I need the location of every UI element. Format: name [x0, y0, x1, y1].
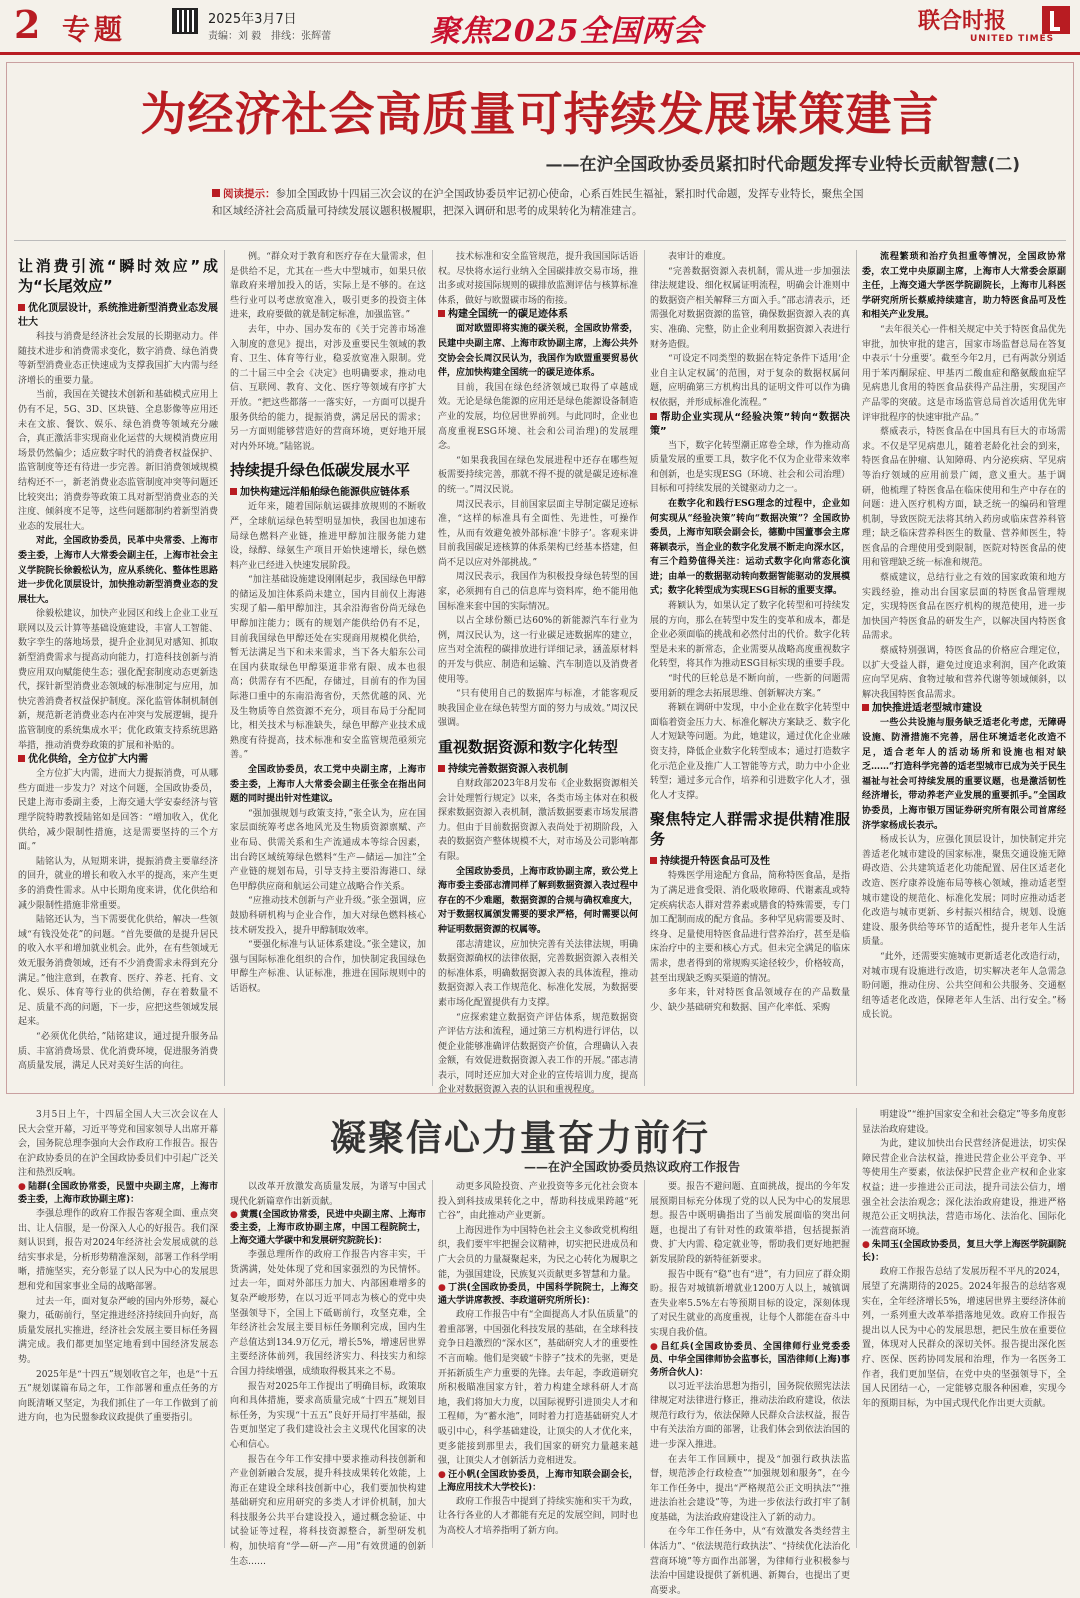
- paragraph: 蔡威特别强调，特医食品的价格应合理定位，以扩大受益人群，避免过度追求利润，国产化政策应向罕见病、食物过敏和营养代谢等领域倾斜，以解决我国特医食品需求。: [862, 646, 1066, 700]
- paragraph: “去年很关心一件相关规定中关于特医食品优先审批，加快审批的建言，国家市场监督总局在答复中表示‘十分重要’。截至今年2月，已有两款分别适用于苯丙酮尿症、甲基丙二酸血症和酪氨酸血症罕见病患儿食用的特医食品获得产品注册，实现国产产品零的突破。这是市场监管总局首次适用优先审评审批程序的快速审批产品。”: [862, 324, 1066, 423]
- article-column-5: [862, 250, 1066, 1088]
- column-divider: [432, 250, 433, 1086]
- reading-tip-label: 阅读提示：: [212, 188, 276, 200]
- paragraph: 政府工作报告总结了发展历程不平凡的2024，展望了充满期待的2025。2024年报告的总结客观实在，全年经济增长5%，增速居世界主要经济体前列，一系列重大改革举措落地见效。政府工作报告提出以人民为中心的发展思想，把民生放在重要位置，体现对人民群众的深切关怀。报告提出深化医疗、医保、医药协同发展和治理，作为一名医务工作者，我们更加坚信，在党中央的坚强领导下，全国人民团结一心，一定能够克服各种困难，实现今年的预期目标，为中国式现代化作出更大贡献。: [862, 1267, 1066, 1409]
- paragraph: 特殊医学用途配方食品，简称特医食品，是指为了满足进食受限、消化吸收障碍、代谢紊乱或特定疾病状态人群对营养素或膳食的特殊需要，专门加工配制而成的配方食品。多种罕见病需要及时、终身、足量使用特医食品进行营养治疗，甚至是临床治疗中的主要和核心方式。但未完全满足的临床需求，患者得到的常规购买途径较少，价格较高，甚至出现缺乏购买渠道的情况。: [650, 871, 850, 984]
- paragraph: 3月5日上午，十四届全国人大三次会议在人民大会堂开幕，习近平等党和国家领导人出席开幕会，国务院总理李强向大会作政府工作报告。报告在沪政协委员的在沪全国政协委员们中引起广泛关注和热烈反响。: [18, 1110, 218, 1179]
- column-divider: [224, 1108, 225, 1548]
- paragraph: 去年，中办、国办发布的《关于完善市场准入制度的意见》提出，对涉及重要民生领域的教育、卫生、体育等行业，稳妥放宽准入限制。党的二十届三中全会《决定》也明确要求，推动电信、互联网、教育、文化、医疗等领域有序扩大开放。“把这些都落一一落实好，一方面可以提升服务供给的能力，提振消费，满足居民的需求；另一方面则能够营造好的营商环境，更好地开展对内外环境。”陆铭说。: [230, 324, 426, 452]
- paragraph: 李强总理作的政府工作报告客观全面、重点突出、让人信服，是一份深入人心的好报告。我们深刻认识到，报告对2024年经济社会发展成就的总结实事求是，分析形势精准深刻，部署工作科学明晰，措施坚实，充分彰显了以人民为中心的发展思想和党和国家事业全局的战略部署。: [18, 1208, 218, 1292]
- paragraph: 面对欧盟即将实施的碳关税，全国政协常委，民建中央副主席、上海市政协副主席，上海公共外交协会会长周汉民认为，我国作为欧盟重要贸易伙伴，应加快构建全国统一的碳足迹体系。: [438, 324, 638, 379]
- sub-heading: 加快构建远洋船舶绿色能源供应链体系: [230, 486, 426, 500]
- paragraph: 流程繁琐和治疗负担重等情况，全国政协常委，农工党中央原副主席，上海市人大常委会原副主任，上海交通大学医学院副院长，上海市儿科医学研究所所长蔡威持续建言，助力特医食品可及性和相关产业发展。: [862, 252, 1066, 321]
- paper-logo-icon: [1042, 6, 1070, 34]
- paragraph: “完善数据资源入表机制，需从进一步加强法律法规建设、细化权属证明流程，明确会计准则中的数据资产相关解释三方面入手。”邵志清表示，还需强化对数据资源的监管，确保数据资源入表的真实、准确、完整，防止企业利用数据资源入表进行财务造假。: [650, 266, 850, 350]
- sub-heading: 优化顶层设计，系统推进新型消费业态发展壮大: [18, 303, 218, 328]
- column-divider: [856, 1108, 857, 1548]
- page-number: 2: [14, 2, 41, 47]
- paragraph: 以习近平法治思想为指引，国务院依照宪法法律规定对法律进行修正，推动法治政府建设，依法规范行政行为，依法保障人民群众合法权益，报告中有关法治方面的部署，让我们体会到依法治国的进一步深入推进。: [650, 1381, 850, 1450]
- paragraph: 在今年工作任务中，从“有效激发各类经营主体活力”、“依法规范行政执法”、“持续优化法治化营商环境”等方面作出部署，为律师行业积极参与法治中国建设提供了新机遇、新舞台，也提出了更高要求。: [650, 1527, 850, 1596]
- article-column-1: [18, 250, 218, 1088]
- paragraph: 技术标准和安全监管规范，提升我国国际话语权。尽快将水运行业纳入全国碳排放交易市场，推出多或对接国际规则的碳排放监测评估与核算标准体系，做好与欧盟碳市场的衔接。: [438, 252, 638, 306]
- paragraph: 杨成长认为，应强化顶层设计，加快制定并完善适老化城市建设的国家标准，聚焦交通设施无障碍改造、公共建筑适老化功能配置、居住区适老化改造、医疗康养设施布局等核心领域，推动适老型城市建设的规范化、标准化发展；同时应推动适老化改造与城市更新、乡村振兴相结合，规划、设施建设、服务供给等环节的适配性，提升老年人生活质量。: [862, 835, 1066, 948]
- masthead: [0, 0, 1080, 55]
- paragraph: “如果我我国在绿色发展进程中还存在哪些短板需要持续完善，那就不得不提的就是碳足迹标准的统一。”周汉民说。: [438, 455, 638, 495]
- paragraph: 报告中既有“稳”也有“进”，有力回应了群众期盼。报告对城镇新增就业1200万人以上，城镇调查失业率5.5%左右等预期目标的设定，深刻体现了对民生就业的高度重视，让每个人都能在奋斗中实现自我价值。: [650, 1269, 850, 1338]
- divider: [14, 240, 1066, 241]
- paragraph: 在去年工作回顾中，提及“加强行政执法监督，规范涉企行政检查”“加强规划和服务”，在今年工作任务中，提出“严格规范公正文明执法”“推进法治社会建设”等，为进一步依法行政打牢了制度基础，为法治政府建设注入了新的动力。: [650, 1454, 850, 1523]
- column-divider: [644, 250, 645, 1086]
- paper-name-en: UNITED TIMES: [970, 34, 1055, 44]
- paragraph: 一些公共设施与服务缺乏适老化考虑，无障碍设施、防滑措施不完善，居住环境适老化改造不足，适合老年人的活动场所和设施也相对缺乏……“打造科学完善的适老型城市已成为关于民生福祉与社会可持续发展的重要议题，也是激活韧性经济增长，带动养老产业发展的重要抓手。”全国政协委员，上海市银万国证券研究所有限公司首席经济学家杨成长表示。: [862, 718, 1066, 831]
- paragraph: “强加强规划与政策支持，”张全认为，应在国家层面统筹考虑各地风光及生物质资源禀赋、产业布局、供需关系和生产流通成本等综合因素，出台跨区域统筹绿色燃料“生产—储运—加注”全产业链的规划布局，引导支持主要沿海港口、绿色甲醇供应商和航运公司建立战略合作关系。: [230, 808, 426, 892]
- paragraph: 蒋颖认为，如果认定了数字化转型和可持续发展的方向，那么在转型中发生的变革和成本，都是企业必须面临的挑战和必然付出的代价。数字化转型是未来的新常态，企业需要从战略高度重视数字化转型，将其作为推动ESG目标实现的重要手段。: [650, 601, 850, 670]
- paragraph: 陆铭还认为，当下需要优化供给，解决一些领域“有钱没处花”的问题。“首先要做的是提升居民的收入水平和增加就业机会。此外，在有些领域无效无服务消费领域，还有不少消费需求未得到充分满足。”他注意到，在教育、医疗、养老、托育、文化、娱乐、体育等行业的供给侧，存在着数量不足、质量不高的问题，下一步，应把这些领域发展起来。: [18, 915, 218, 1028]
- paragraph: 在数字化和践行ESG理念的过程中，企业如何实现从“经验决策”转向“数据决策”？全国政协委员，上海市知联会副会长，德勤中国董事会主席蒋颖表示，当企业的数字化发展不断走向深水区，有三个趋势值得关注：运动式数字化向常态化演进；由单一的数据驱动转向数据智能驱动的发展模式；数字化转型成为实现ESG目标的重要支撑。: [650, 498, 850, 597]
- paragraph: 要。报告不避问题、直面挑战，提出的今年发展预期目标充分体现了党的以人民为中心的发展思想。报告中既明确指出了当前发展面临的突出问题，也提出了有针对性的政策举措，包括提振消费、扩大内需、稳定就业等，帮助我们更好地把握新发展阶段的新特征新要求。: [650, 1182, 850, 1265]
- paragraph: 报告对2025年工作提出了明确目标，政策取向和具体措施，要求高质量完成“十四五”规划目标任务，为实现“十五五”良好开局打牢基础，报告更加坚定了我们建设社会主义现代化国家的决心和信心。: [230, 1381, 426, 1450]
- article-column-4: [650, 250, 850, 1088]
- paper-name: 联合时报: [918, 8, 1007, 34]
- paragraph: “必须优化供给，”陆铭建议，通过提升服务品质、丰富消费场景、优化消费环境，促进服务消费高质量发展，满足人民对美好生活的向往。: [18, 1031, 218, 1072]
- paragraph: 近年来，随着国际航运碳排放规则的不断收严，全球航运绿色转型明显加快，我国也加速布局绿色燃料产业链，推进甲醇加注服务能力建设，绿醇、绿氨生产项目开始快速增长，绿色燃料产业已经进入快速发展阶段。: [230, 502, 426, 571]
- column-divider: [224, 250, 225, 1086]
- paragraph: 蒋颖在调研中发现，中小企业在数字化转型中面临着资金压力大、标准化解决方案缺乏、数字化人才短缺等问题。为此，她建议，通过优化企业融资支持，降低企业数字化转型成本；通过打造数字化示范企业及推广人工智能等方式，助力中小企业转型；通过多元合作，培养和引进数字化人才，强化人才支撑。: [650, 703, 850, 801]
- paragraph: 当前，我国在关键技术创新和基础模式应用上仍有不足，5G、3D、区块链、全息影像等应用还未在文旅、餐饮、娱乐、绿色消费等领域充分融合，真正激活非实现商业化运营的大规模消费应用场景仍然偏少；适应数字时代的消费者权益保护、监管制度等还有待进一步完善。新旧消费领域规模结构还不一，新老消费业态监管制度冲突等问题还比较突出；消费券等政策工具对新型消费业态的关注度、倾斜度不足等，这些问题都制约着新型消费业态的发展壮大。: [18, 390, 218, 532]
- paragraph: “应推动技术创新与产业升级。”张全强调，应鼓励科研机构与企业合作，加大对绿色燃料核心技术研发投入，提升甲醇制取效率。: [230, 896, 426, 936]
- paragraph: 表审计的难度。: [668, 252, 732, 262]
- paragraph: 目前，我国在绿色经济领域已取得了卓越成效。无论是绿色能源的应用还是绿色能源设备制造产业的发展，均位居世界前列。与此同时，企业也高度重视ESG环境、社会和公司治理)的发展理念。: [438, 382, 638, 452]
- editor-credits: 责编：刘 毅 排线：张辉蕾: [208, 31, 332, 42]
- paragraph: 全国政协委员，上海市政协副主席，致公党上海市委主委邵志清同样了解到数据资源入表过程中存在的不少难题，数据资源的合规与确权难度大，对于数据权属颁发需要的要求严格，何时需要以何种证明数据资源的权属等。: [438, 866, 638, 935]
- bottom-story-subhead: ——在沪全国政协委员热议政府工作报告: [523, 1160, 740, 1174]
- sub-heading: 帮助企业实现从“经验决策”转向“数据决策”: [650, 411, 850, 437]
- paragraph: “加注基础设施建设刚刚起步，我国绿色甲醇的储运及加注体系尚未建立，国内目前仅上海港实现了船—船甲醇加注，其余沿海省份尚无绿色甲醇加注能力；既有的规划产能供给仍有不足，目前我国绿色甲醇还处在实现商用规模化供给，暂无法满足当下和未来需求，当下各大船东公司在国内获取绿色甲醇渠道非常有限、成本也很高；供需存有不匹配，存储过，目前有的作为国际港口重中的东南沿海省份，天然优越的风、光及生物质等自然资源不充分，项目布局于分配同比，相关技术与标准缺失，绿色甲醇产业技术成熟度有待提高，技术标准和安全监管规范亟须完善。”: [230, 575, 426, 761]
- paragraph: 政府工作报告中提到了持续实施和实干为政，让各行各业的人才都能有充足的发展空间，同时也为高校人才培养指明了新方向。: [438, 1496, 638, 1536]
- paragraph: 当下，数字化转型潮正席卷全球，作为推动高质量发展的重要工具，数字化不仅为企业带来效率和创新，也是实现ESG（环境、社会和公司治理）目标和可持续发展的关键驱动力之一。: [650, 440, 850, 495]
- paragraph: 上海因进作为中国特色社会主义参政党机构组织，我们要牢牢把握会议精神，切实把民进成员和广大会员的力量凝聚起来，为民之心转化为履职之能，为强国建设，民族复兴贡献更多智慧和力量。: [438, 1225, 638, 1280]
- paragraph: “可设定不同类型的数据在特定条件下适用‘企业自主认定权属’的范围，对于复杂的数据权属问题，应明确第三方机构出具的证明文件可以作为确权依据，并形成标准化流程。”: [650, 354, 850, 408]
- sub-heading: 持续提升特医食品可及性: [650, 855, 850, 869]
- paragraph: 为此，建议加快出台民营经济促进法，切实保障民营企业合法权益，推进民营企业公平竞争、平等使用生产要素，依法保护民营企业产权和企业家权益；进一步推进公正司法，提升司法公信力，增强全社会法治观念；深化法治政府建设，推进严格规范公正文明执法，营造市场化、法治化、国际化一流营商环境。: [862, 1139, 1066, 1237]
- qr-code-icon: [172, 8, 198, 34]
- paragraph: 报告在今年工作安排中要求推动科技创新和产业创新融合发展，提升科技成果转化效能，上海正在建设全球科技创新中心，我们要加快构建基础研究和应用研究的多类人才评价机制，加大科技服务公共平台建设投入，通过概念验证、中试验证等过程，将科技资源整合，新型研发机构，加快培育“学—研—产—用”有效贯通的创新生态……: [230, 1454, 426, 1567]
- column-title: 重视数据资源和数字化转型: [438, 738, 619, 756]
- bottom-column-1: [18, 1108, 218, 1548]
- paragraph: 对此，全国政协委员，民革中央常委、上海市委主委，上海市人大常委会副主任，上海市社会主义学院院长徐毅松认为，应从系统化、整体性思路进一步优化顶层设计，加快推动新型消费业态的发展壮大。: [18, 536, 218, 605]
- section-title: 专题: [62, 13, 127, 46]
- paragraph: 科技与消费是经济社会发展的长期驱动力。伴随技术进步和消费需求变化，数字消费、绿色消费等新型消费业态正快速成为支撑我国扩大内需与经济增长的重要力量。: [18, 332, 218, 386]
- paragraph: 全国政协委员，农工党中央副主席，上海市委主委，上海市人大常委会副主任张全在指出问题的同时提出针对性建议。: [230, 765, 426, 805]
- paragraph: 2025年是“十四五”规划收官之年，也是“十五五”规划谋篇布局之年，工作部署和重点任务的方向既清晰又坚定，为我们抓住了一年工作做到了前进方向，也为民盟参政议政提供了重要指引。: [18, 1369, 218, 1424]
- paragraph: 政府工作报告中有“全面提高人才队伍质量”的着重部署，中国强化科技发展的基础，在全球科技竞争日趋激烈的“深水区”，基础研究人才的重要性不言而喻。他们是突破“卡脖子”技术的先驱，更是开拓新质生产力重要的先锋。去年起，李政道研究所积极瞄准国家方针，着力构建全球科研人才高地，我们将加大力度，以国际视野引进顶尖人才和工程师，为“蓄水池”，同时着力打造基础研究人才吸引中心，科学基础建设，让顶尖的人才优化来，更多能接到那里去，我们国家的研究力量越来越强，让顶尖人才创新活力竞相迸发。: [438, 1310, 638, 1467]
- reading-tip-text: 参加全国政协十四届三次会议的在沪全国政协委员牢记初心使命，心系百姓民生福祉，紧扣时代命题，发挥专业特长，聚焦全国和区域经济社会高质量可持续发展议题积极履职，把深入调研和思考的成果转化为精准建言。: [212, 188, 864, 217]
- member-name: ● 陆群(全国政协常委，民盟中央副主席，上海市委主委，上海市政协副主席)：: [18, 1181, 218, 1207]
- issue-date: 2025年3月7日: [208, 12, 297, 27]
- paragraph: “要强化标准与认证体系建设。”张全建议，加强与国际标准化组织的合作，加快制定我国绿色甲醇生产标准、认证标准，推进在国际规则中的话语权。: [230, 940, 426, 994]
- member-name: ● 吕红兵(全国政协委员、全国律师行业党委委员、中华全国律师协会监事长，国浩律师(上海)事务所合伙人)：: [650, 1341, 850, 1380]
- sub-heading: 加快推进适老型城市建设: [862, 702, 1066, 716]
- top-story-headline: 为经济社会高质量可持续发展谋策建言: [140, 87, 940, 141]
- article-column-2: [230, 250, 426, 1088]
- paragraph: 多年来，针对特医食品领域存在的产品数量少、缺少基础研究和数据、国产化率低、采购: [650, 988, 850, 1013]
- bottom-story-headline: 凝聚信心力量奋力前行: [329, 1117, 710, 1159]
- paragraph: 徐毅松建议，加快产业园区和线上企业工业互联网以及云计算等基础设施建设，丰富人工智能、数字孪生的落地场景，提升企业洞见对感知、抓取新型消费需求与提高动向能力，打造科技创新与消费应用双向赋能使生态；强化配套制度动态更新迭代，探针新型消费业态领域的标准制定与应用，加快完善消费者权益保护制度。深化监管体制机制创新，规范新老消费业态内在冲突与发展逻辑，提升监管制度的系统集成水平；优化政策支持系统思路举措，推动消费券政策的扩展和补贴的。: [18, 609, 218, 751]
- paragraph: “时代的巨轮总是不断向前，一些新的问题需要用新的理念去拓展思维、创新解决方案。”: [650, 674, 850, 699]
- bottom-column-3: [438, 1180, 638, 1548]
- paragraph: 周汉民表示，目前国家层面主导制定碳足迹标准，“这样的标准具有全面性、先进性，可操作性，从而有效避免被外部标准‘卡脖子’。客观来讲目前我国碳足迹核算的体系架构已经基本搭建，但尚不足以应对外部挑战。”: [438, 499, 638, 568]
- member-name: ● 黄震(全国政协常委，民进中央副主席、上海市委主委，上海市政协副主席，中国工程院院士，上海交通大学碳中和发展研究院院长)：: [230, 1209, 426, 1248]
- column-title: 让消费引流“瞬时效应”成为“长尾效应”: [18, 257, 218, 295]
- column-title: 持续提升绿色低碳发展水平: [230, 461, 411, 480]
- paragraph: “只有使用自己的数据库与标准，才能客观反映我国企业在绿色转型方面的努力与成效。”周汉民强调。: [438, 689, 638, 729]
- sub-heading: 构建全国统一的碳足迹体系: [438, 308, 638, 322]
- paragraph: 邵志清建议，应加快完善有关法律法规，明确数据资源确权的法律依据，完善数据资源入表相关的标准体系，明确数据资源入表的具体流程，推动数据资源入表工作规范化、标准化发展，为数据要素市场化配置提供有力支撑。: [438, 939, 638, 1008]
- paragraph: “此外，还需要实施城市更新适老化改造行动，对城市现有设施进行改造，切实解决老年人急需急盼问题，推动住房、公共空间和公共服务、交通枢纽等适老化改造，保障老年人生活、出行安全。”杨成长说。: [862, 951, 1066, 1021]
- paragraph: 明建设”“维护国家安全和社会稳定”等多角度彰显法治政府建设。: [862, 1110, 1066, 1135]
- sub-heading: 持续完善数据资源入表机制: [438, 763, 638, 777]
- column-divider: [856, 250, 857, 1086]
- paragraph: 以改革开放激发高质量发展，为谱写中国式现代化新篇章作出新贡献。: [230, 1182, 426, 1207]
- section-banner: 聚焦2025全国两会: [430, 14, 704, 49]
- paragraph: “应探索建立数据资产评估体系，规范数据资产评估方法和流程，通过第三方机构进行评估，以便企业能够准确评估数据资产价值，合理确认入表金额，有效促进数据资源入表工作的开展。”邵志清表示，同时还应加大对企业的宣传培训力度，提高企业对数据资源入表的认识和重视程度。: [438, 1012, 638, 1096]
- bottom-column-5: [862, 1108, 1066, 1548]
- sub-heading: 优化供给，全方位扩大内需: [18, 753, 218, 767]
- column-divider: [644, 1180, 645, 1548]
- paragraph: 蔡威表示，特医食品在中国具有巨大的市场需求。不仅是罕见病患儿，随着老龄化社会的到来，特医食品在肿瘤、认知障碍、内分泌疾病、罕见病等治疗领域的应用前景广阔，意义重大。基于调研，他梳理了特医食品在临床使用和生产中存在的问题：进入医疗机构方面，缺乏统一的编码和管理机制，导致医院无法将其纳入药房或临床营养科管理；缺乏临床营养科医生的数量、营养师医生，特医食品的合理使用受到限制，医院对特医食品的使用和管理缺乏统一标准和规范。: [862, 427, 1066, 569]
- paragraph: 周汉民表示，我国作为积极投身绿色转型的国家，必须拥有自己的信息库与资料库，绝不能用他国标准来套中国的实际情况。: [438, 572, 638, 612]
- paragraph: 全方位扩大内需，进而大力提振消费，可从哪些方面进一步发力？对这个问题，全国政协委员，民建上海市委副主委，上海交通大学安泰经济与管理学院特聘教授陆铭如是回答：“增加收入，优化供给，减少限制性措施，这是需要坚持的三个方面。”: [18, 769, 218, 853]
- bottom-column-4: [650, 1180, 850, 1596]
- column-divider: [432, 1180, 433, 1548]
- member-name: ● 汪小帆(全国政协委员，上海市知联会副会长，上海应用技术大学校长)：: [438, 1469, 638, 1495]
- paragraph: 蔡威建议，总结行业之有效的国家政策和地方实践经验，推动出台国家层面的特医食品管理规定，实现特医食品在医疗机构的规范使用，进一步加快国产特医食品的研发生产，以解决国内特医食品需求。: [862, 573, 1066, 642]
- top-story-subhead: ——在沪全国政协委员紧扣时代命题发挥专业特长贡献智慧(二): [545, 155, 1020, 175]
- reading-tip: [212, 186, 870, 224]
- member-name: ● 丁洪(全国政协委员，中国科学院院士，上海交通大学讲席教授、李政道研究所所长)：: [438, 1282, 638, 1308]
- paragraph: 自财政部2023年8月发布《企业数据资源相关会计处理暂行规定》以来，各类市场主体对在积极探索数据资源入表机制，激活数据要素市场发展潜力。但由于目前数据资源入表尚处于初期阶段，入表的数据资产整体规模不大，对市场及公司影响都有限。: [438, 779, 638, 862]
- paragraph: 陆铭认为，从短期来讲，提振消费主要靠经济的回升，就业的增长和收入水平的提高，来产生更多的消费性需求。从中长期角度来讲，优化供给和减少限制性措施非常重要。: [18, 856, 218, 911]
- bottom-column-2: [230, 1180, 426, 1567]
- paragraph: 动更多风险投资、产业投资等多元化社会资本投入到科技成果转化之中，帮助科技成果跨越“死亡谷”，由此推动产业更新。: [438, 1182, 638, 1222]
- paragraph: 李强总理所作的政府工作报告内容丰实，干货满满，处处体现了党和国家强烈的为民情怀。过去一年，面对外部压力加大、内部困难增多的复杂严峻形势，在以习近平同志为核心的党中央坚强领导下，全国上下砥砺前行，攻坚克难，全年经济社会发展主要目标任务顺利完成，国内生产总值达到134.9万亿元，增长5%，增速居世界主要经济体前列，我国经济实力、科技实力和综合国力持续增强，成绩取得极其来之不易。: [230, 1250, 426, 1377]
- paragraph: 过去一年，面对复杂严峻的国内外形势，凝心聚力，砥砺前行，坚定推进经济持续回升向好，高质量发展扎实推进，经济社会发展主要目标任务圆满完成。我们都更加坚定地看到中国经济发展态势。: [18, 1296, 218, 1365]
- member-name: ● 朱同玉(全国政协委员，复旦大学上海医学院副院长)：: [862, 1239, 1066, 1265]
- column-title: 聚焦特定人群需求提供精准服务: [650, 810, 850, 849]
- paragraph: 例。“群众对于教育和医疗存在大量需求，但是供给不足，尤其在一些大中型城市，如果只依靠政府来增加投入的话，实际上是不够的。在这些行业可以考虑放宽准入，吸引更多的投资主体进来，政府要做的就是制定标准，加强监管。”: [230, 252, 426, 321]
- article-column-3: [438, 250, 638, 1096]
- paragraph: 以占全球份额已达60%的新能源汽车行业为例，周汉民认为，这一行业碳足迹数据库的建立，应当对全流程的碳排放进行详细记录，涵盖原材料的开发与供应、制造和运输、汽车制造以及消费者使用等。: [438, 616, 638, 685]
